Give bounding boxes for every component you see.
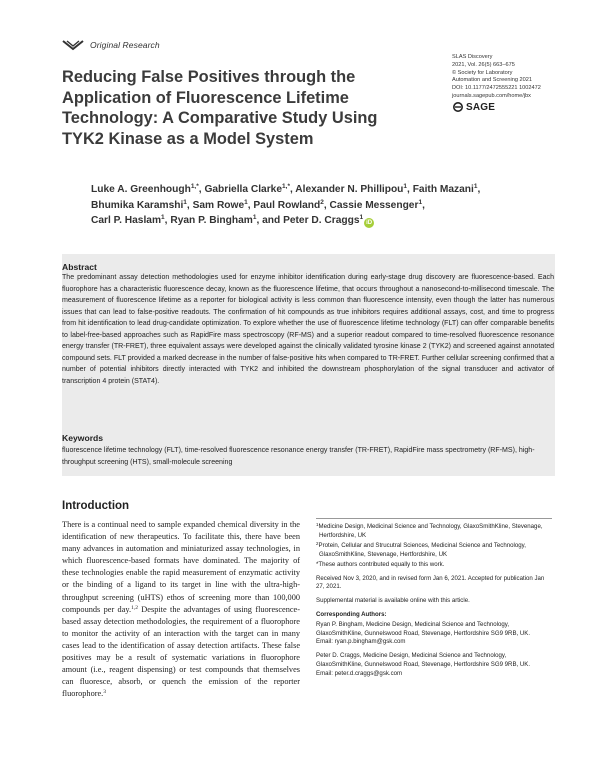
intro-text-part: There is a continual need to sample expanded chemical diversity in the identification of new therapeutics. To facilitate this, there have been many advances in automation and miniaturized assay technologies, in which fluorescence-based formats have dominated. The majority of these technologies enable the rapid measurement of enzymatic activity or the binding of a ligand to its target in line with the ultra-high-throughput screening (uHTS) ethos of screening more than 100,000 compounds per day. <box>62 520 300 614</box>
author-name[interactable]: Faith Mazani <box>412 184 474 195</box>
author-name[interactable]: Luke A. Greenhough <box>91 184 191 195</box>
journal-name: SLAS Discovery <box>452 54 493 60</box>
journal-url[interactable]: journals.sagepub.com/home/jbx <box>452 92 531 99</box>
author-name[interactable]: Carl P. Haslam <box>91 215 162 226</box>
copyright-line-2: Automation and Screening 2021 <box>452 77 532 84</box>
author-name[interactable]: Gabriella Clarke <box>204 184 283 195</box>
affiliations-column <box>316 518 552 679</box>
journal-header <box>62 39 160 51</box>
author-name[interactable]: Ryan P. Bingham <box>170 215 253 226</box>
publisher-name: SAGE <box>466 101 496 113</box>
sage-logo-icon <box>452 102 464 112</box>
keywords-heading: Keywords <box>62 433 104 443</box>
article-type: Original Research <box>90 40 160 50</box>
publisher-logo <box>452 102 582 113</box>
author-list: Luke A. Greenhough$^{1,*}$, Gabriella Clarke$^{1,*}$, Alexander N. Phillipou$^1$, Faith Mazani$^1$, Bhumika Karamshi$^1$, Sam Rowe$^1$, Paul Rowland$^2$, Cassie Messenger$^1$, Carl P. Haslam$^1$, Ryan P. Bingham$^1$, and Peter D. Craggs$^1$iD <box>91 183 481 226</box>
orcid-icon[interactable]: iD <box>366 220 373 226</box>
introduction-heading: Introduction <box>62 500 130 512</box>
author-affil: 1 <box>244 198 248 206</box>
author-affil: 1,* <box>282 183 290 190</box>
author-name[interactable]: Alexander N. Phillipou <box>295 184 404 195</box>
supplemental-note: Supplemental material is available online with this article. <box>316 597 470 605</box>
affil-marker: 1 <box>316 522 319 527</box>
abstract-heading: Abstract <box>62 262 97 272</box>
copyright-line: © Society for Laboratory <box>452 69 513 76</box>
author-name[interactable]: Bhumika Karamshi <box>91 199 184 211</box>
corresponding-author-1: Ryan P. Bingham, Medicine Design, Medicinal Science and Technology, GlaxoSmithKline, Gunnelswood Road, Stevenage, Hertfordshire SG9 9RB, UK. <box>316 620 531 637</box>
affiliation-2 <box>316 542 552 560</box>
abstract-body: The predominant assay detection methodologies used for enzyme inhibitor identification during early-stage drug discovery are fluorescence-based. Each fluorophore has a characteristic fluorescence decay, known as the fluorescence lifetime, that occurs throughout a nanosecond-to-millisecond timescale. The measurement of fluorescence lifetime as a reporter for biological activity is less common than fluorescence intensity, even though the latter has numerous issues that can lead to false-positive readouts. The confirmation of hit compounds as true inhibitors requires additional assays, cost, and time to progress from hit identification to lead drug-candidate optimization. To explore whether the use of fluorescence lifetime technology (FLT) can offer comparable benefits to label-free-based approaches such as RapidFire mass spectroscopy (RF-MS) and a superior readout compared to time-resolved fluorescence resonance energy transfer (TR-FRET), three equivalent assays were developed against the clinically validated tyrosine kinase 2 (TYK2) and screened against annotated compound sets. FLT provided a marked decrease in the number of false-positive hits when compared to TR-FRET. Further cellular screening confirmed that a number of potential inhibitors directly interacted with TYK2 and inhibited the downstream phosphorylation of the signal transducer and activator of transcription 4 protein (STAT4). <box>62 274 554 385</box>
author-conjunction: and <box>262 215 281 226</box>
citation[interactable]: 3 <box>103 689 106 696</box>
author-affil: 1 <box>183 198 187 206</box>
author-affil: 1 <box>161 214 165 221</box>
affiliation-1 <box>316 523 552 541</box>
author-affil: 2 <box>320 198 324 206</box>
author-affil: 1 <box>418 198 423 206</box>
doi[interactable]: DOI: 10.1177/2472555221 1002472 <box>452 85 541 92</box>
introduction-body <box>62 519 300 700</box>
author-affil: 1,* <box>190 183 199 190</box>
author-affil: 1 <box>403 183 408 190</box>
email-2[interactable]: Email: peter.d.craggs@gsk.com <box>316 670 403 678</box>
email-1[interactable]: Email: ryan.p.bingham@gsk.com <box>316 638 406 646</box>
author-affil: 1 <box>252 214 257 221</box>
divider <box>316 518 552 519</box>
citation[interactable]: 1,2 <box>131 604 138 611</box>
author-name[interactable]: Peter D. Craggs <box>283 215 360 226</box>
author-name[interactable]: Paul Rowland <box>253 199 321 211</box>
affil-text: Medicine Design, Medicinal Science and Technology, GlaxoSmithKline, Stevenage, Hertfordshire, UK <box>318 523 543 539</box>
intro-text-part: Despite the advantages of using fluorescence-based assay detection methodologies, the requirement of a fluorophore to monitor the activity of an interaction with the target can in many cases lead to the identification of assay detection artifacts. These false positives may be a result of systematic variations in fluorophore amount (i.e., reagent dispensing) or test compounds that themselves can fluoresce, absorb, or quench the emission of the reporter fluorophore. <box>62 604 300 699</box>
author-affil: 1 <box>473 183 478 190</box>
keywords-body: fluorescence lifetime technology (FLT), time-resolved fluorescence resonance energy transfer (TR-FRET), RapidFire mass spectrometry (RF-MS), high-throughput screening (HTS), small-molecule screening <box>62 447 535 466</box>
equal-contribution-note: *These authors contributed equally to this work. <box>316 560 445 568</box>
journal-meta <box>452 54 582 113</box>
author-name[interactable]: Cassie Messenger <box>329 199 419 211</box>
author-affil: 1 <box>359 214 364 221</box>
article-title: Reducing False Positives through the Application of Fluorescence Lifetime Technology: A Comparative Study Using TYK2 Kinase as a Model System <box>62 68 378 148</box>
author-name[interactable]: Sam Rowe <box>192 199 245 211</box>
affil-text: Protein, Cellular and Strucutral Sciences, Medicinal Science and Technology, GlaxoSmithKline, Stevenage, Hertfordshire, UK <box>318 541 526 558</box>
affil-marker: 2 <box>316 540 319 546</box>
journal-logo-icon <box>62 39 84 51</box>
corresponding-author-2: Peter D. Craggs, Medicine Design, Medicinal Science and Technology, GlaxoSmithKline, Gunnelswood Road, Stevenage, Hertfordshire SG9 9RB, UK. <box>316 652 531 669</box>
corresponding-heading: Corresponding Authors: <box>316 611 387 619</box>
journal-volume: 2021, Vol. 26(5) 663–675 <box>452 61 515 68</box>
received-dates: Received Nov 3, 2020, and in revised form Jan 6, 2021. Accepted for publication Jan 27, 2021. <box>316 574 545 591</box>
